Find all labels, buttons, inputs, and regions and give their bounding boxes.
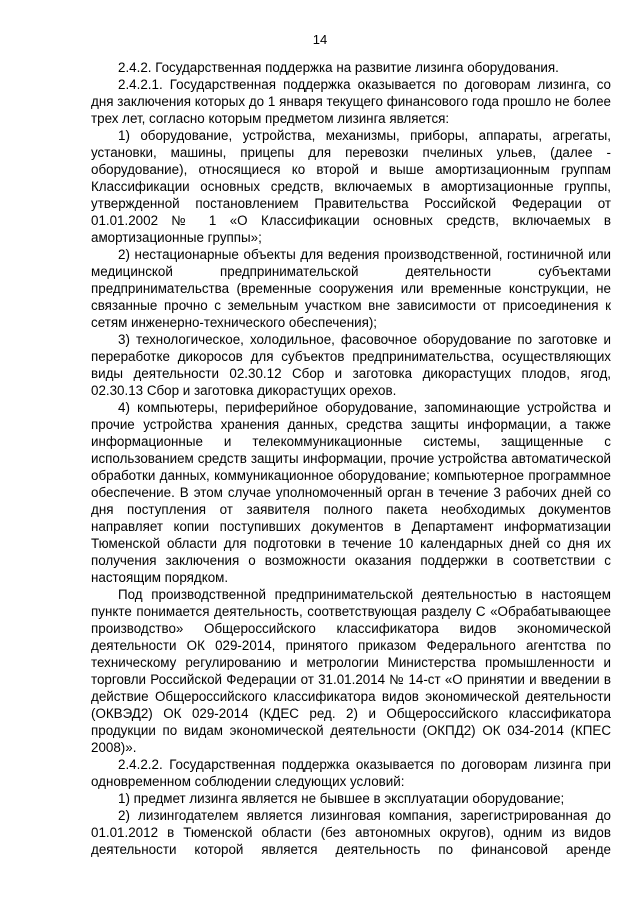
paragraph-2-4-2-1: 2.4.2.1. Государственная поддержка оказывается по договорам лизинга, со дня заключения которых до 1 января текущего финансового года прошло не более трех лет, согласно которым предметом лизинга является:: [91, 77, 611, 126]
paragraph-production-definition: Под производственной предпринимательской деятельностью в настоящем пункте понимается деятельность, соответствующая разделу С «Обрабатывающее производство» Общероссийского классификатора видов экономической деятельности ОК 029-2014, принятого приказом Федерального агентства по техническому регулированию и метрологии Министерства промышленности и торговли Российской Федерации от 31.01.2014 № 14-ст «О принятии и введении в действие Общероссийского классификатора видов экономической деятельности (ОКВЭД2) ОК 029-2014 (КДЕС ред. 2) и Общероссийского классификатора продукции по видам экономической деятельности (ОКПД2) ОК 034-2014 (КПЕС 2008)».: [91, 587, 611, 755]
list-item-3-wild-plants-equipment: 3) технологическое, холодильное, фасовочное оборудование по заготовке и переработке дикоросов для субъектов предпринимательства, осуществляющих виды деятельности 02.30.12 Сбор и заготовка дикорастущих плодов, ягод, 02.30.13 Сбор и заготовка дикорастущих орехов.: [91, 332, 611, 398]
condition-item-2: 2) лизингодателем является лизинговая компания, зарегистрированная до 01.01.2012 в Тюменской области (без автономных округов), одним из видов деятельности которой является деятельность по финансовой аренде: [91, 808, 611, 857]
section-heading: 2.4.2. Государственная поддержка на развитие лизинга оборудования.: [118, 60, 559, 75]
condition-item-1: 1) предмет лизинга является не бывшее в эксплуатации оборудование;: [118, 791, 565, 806]
document-body: [91, 59, 611, 858]
page-number: 14: [312, 32, 328, 47]
list-item-4-computers: 4) компьютеры, периферийное оборудование, запоминающие устройства и прочие устройства хранения данных, средства защиты информации, а также информационные и телекоммуникационные системы, защищенные с использованием средств защиты информации, прочие устройства автоматической обработки данных, коммуникационное оборудование; компьютерное программное обеспечение. В этом случае уполномоченный орган в течение 3 рабочих дней со дня поступления от заявителя полного пакета необходимых документов направляет копии поступивших документов в Департамент информатизации Тюменской области для подготовки в течение 10 календарных дней со дня их получения заключения о возможности оказания поддержки в соответствии с настоящим порядком.: [91, 400, 611, 585]
list-item-2-nonstationary-objects: 2) нестационарные объекты для ведения производственной, гостиничной или медицинской предпринимательской деятельности субъектами предпринимательства (временные сооружения или временные конструкции, не связанные прочно с земельным участком вне зависимости от присоединения к сетям инженерно-технического обеспечения);: [91, 247, 611, 330]
list-item-1-equipment: 1) оборудование, устройства, механизмы, приборы, аппараты, агрегаты, установки, машины, прицепы для перевозки пчелиных ульев, (далее - оборудование), относящиеся ко второй и выше амортизационным группам Классификации основных средств, включаемых в амортизационные группы, утвержденной постановлением Правительства Российской Федерации от 01.01.2002 № 1 «О Классификации основных средств, включаемых в амортизационные группы»;: [91, 128, 611, 245]
paragraph-2-4-2-2: 2.4.2.2. Государственная поддержка оказывается по договорам лизинга при одновременном соблюдении следующих условий:: [91, 757, 611, 789]
